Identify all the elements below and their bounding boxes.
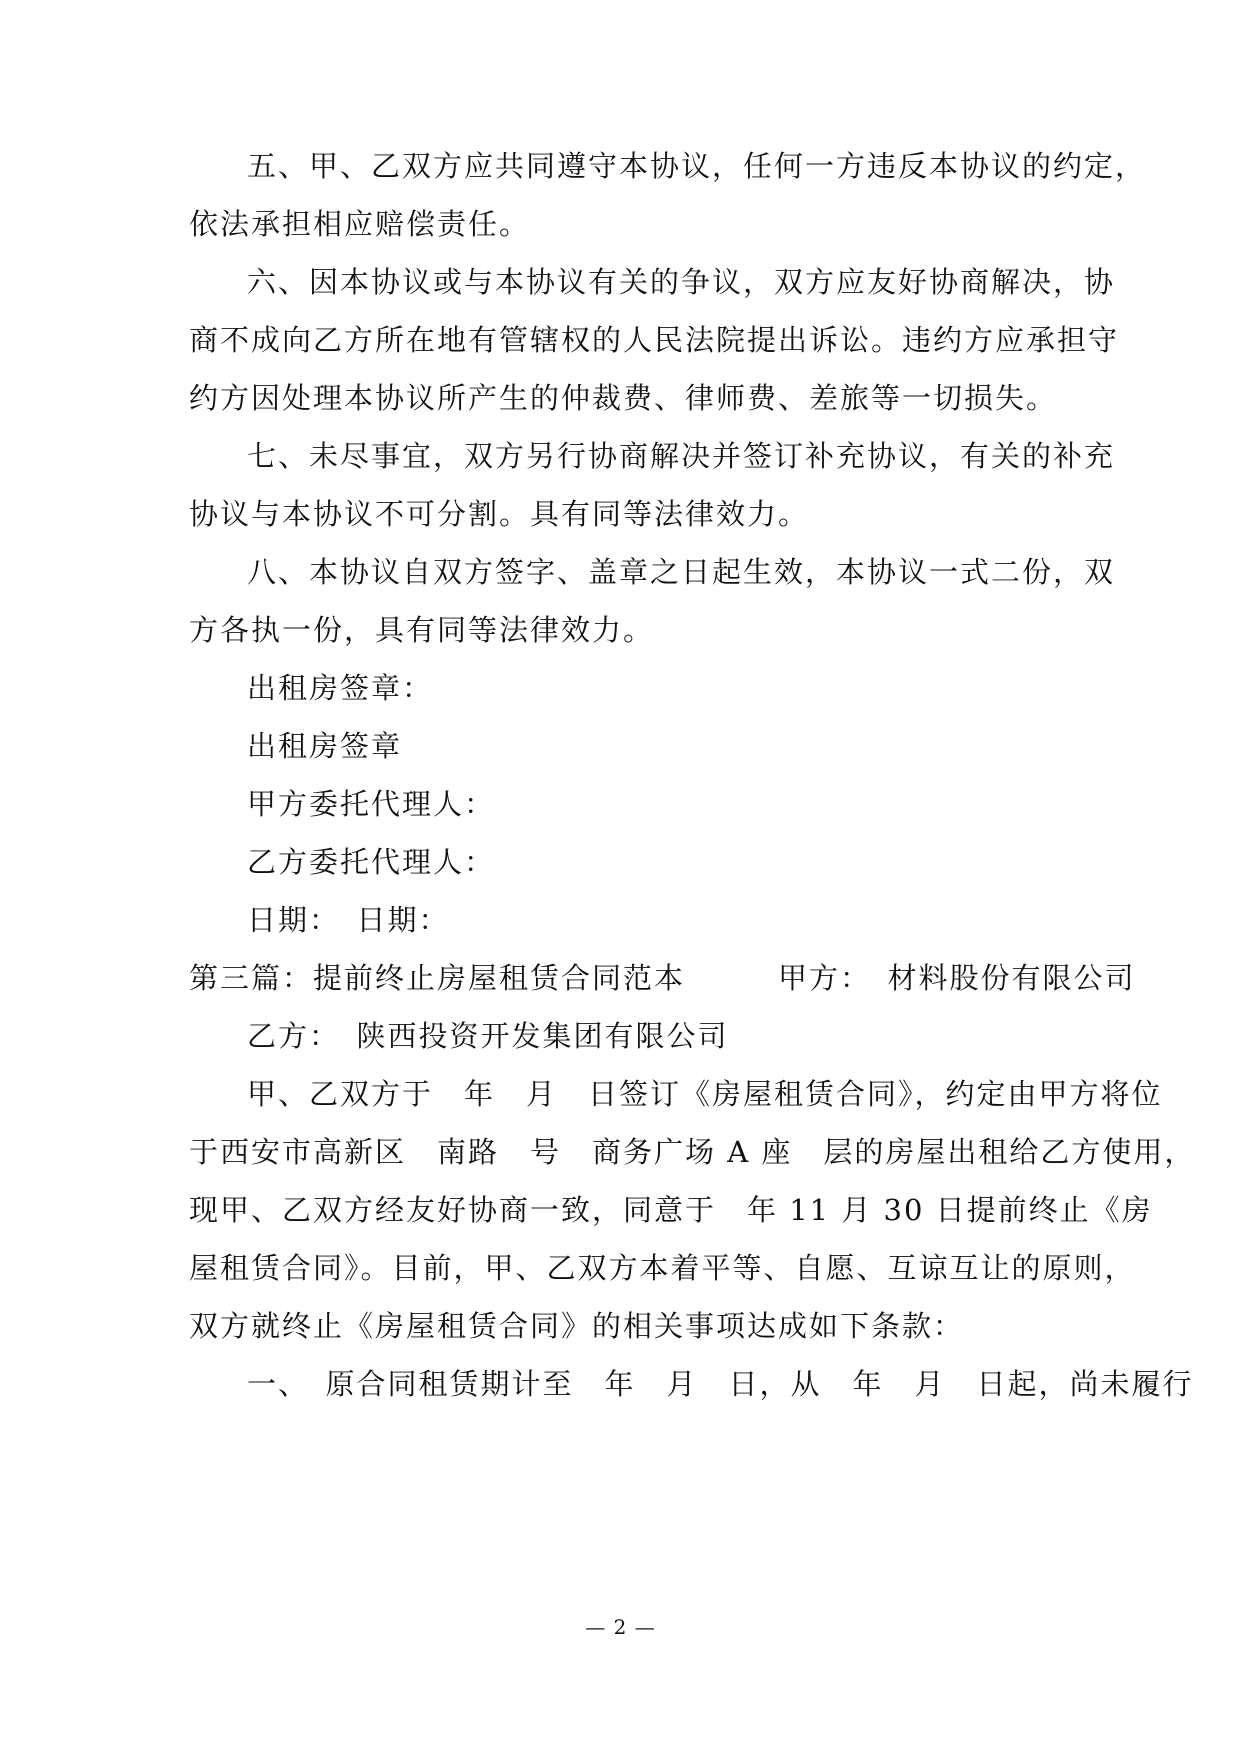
clause-8-line-2: 方各执一份，具有同等法律效力。 xyxy=(189,613,655,647)
clause-7-line-2: 协议与本协议不可分割。具有同等法律效力。 xyxy=(189,497,810,531)
party-b-agent-label: 乙方委托代理人： xyxy=(247,845,496,879)
party-a-agent-label: 甲方委托代理人： xyxy=(247,787,496,821)
clause-5-line-2: 依法承担相应赔偿责任。 xyxy=(189,207,531,241)
date-labels: 日期： 日期： xyxy=(247,903,450,937)
signature-lessor-label-2: 出租房签章 xyxy=(247,729,403,763)
clause-7-line-1: 七、未尽事宜，双方另行协商解决并签订补充协议，有关的补充 xyxy=(247,439,1116,473)
section-3-heading: 第三篇：提前终止房屋租赁合同范本 甲方： 材料股份有限公司 xyxy=(189,961,1136,995)
party-b-line: 乙方： 陕西投资开发集团有限公司 xyxy=(247,1019,729,1053)
signature-lessor-label: 出租房签章： xyxy=(247,671,434,705)
clause-5-line-1: 五、甲、乙双方应共同遵守本协议，任何一方违反本协议的约定， xyxy=(247,149,1147,183)
body-line-3: 现甲、乙双方经友好协商一致，同意于 年 11 月 30 日提前终止《房 xyxy=(189,1193,1153,1227)
body-line-2: 于西安市高新区 南路 号 商务广场 A 座 层的房屋出租给乙方使用， xyxy=(189,1135,1196,1169)
body-line-4: 屋租赁合同》。目前，甲、乙双方本着平等、自愿、互谅互让的原则， xyxy=(189,1251,1136,1285)
clause-8-line-1: 八、本协议自双方签字、盖章之日起生效，本协议一式二份，双 xyxy=(247,555,1116,589)
body-line-5: 双方就终止《房屋租赁合同》的相关事项达成如下条款： xyxy=(189,1309,965,1343)
body-line-1: 甲、乙双方于 年 月 日签订《房屋租赁合同》，约定由甲方将位 xyxy=(247,1077,1163,1111)
clause-6-line-3: 约方因处理本协议所产生的仲裁费、律师费、差旅等一切损失。 xyxy=(189,381,1058,415)
clause-6-line-1: 六、因本协议或与本协议有关的争议，双方应友好协商解决，协 xyxy=(247,265,1116,299)
term-1-line-1: 一、 原合同租赁期计至 年 月 日，从 年 月 日起，尚未履行 xyxy=(247,1367,1194,1401)
page-number: — 2 — xyxy=(585,1615,656,1639)
clause-6-line-2: 商不成向乙方所在地有管辖权的人民法院提出诉讼。违约方应承担守 xyxy=(189,323,1120,357)
